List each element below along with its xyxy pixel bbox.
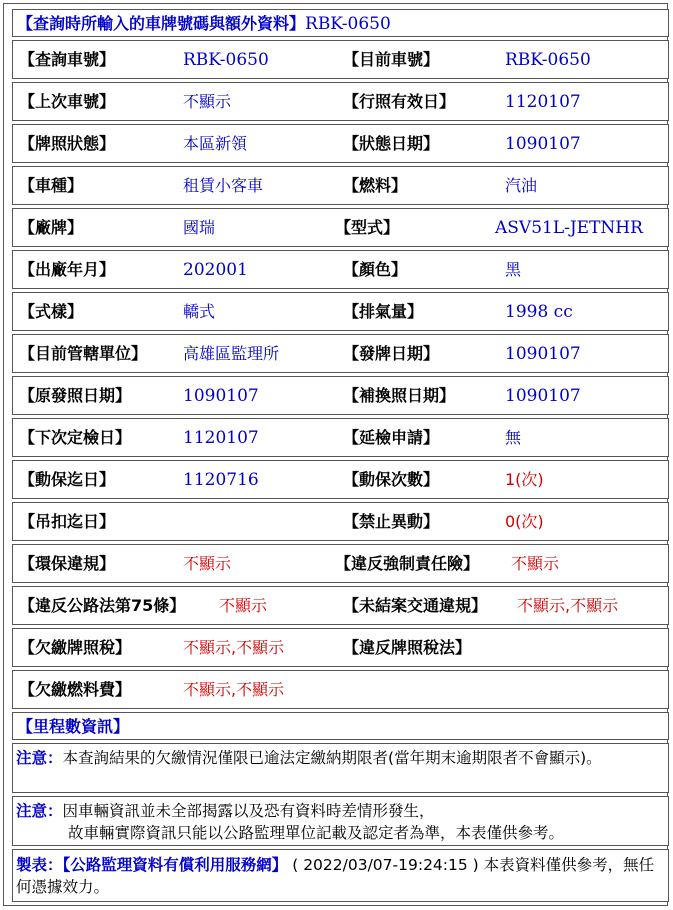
- field-value: 1090107: [505, 134, 581, 154]
- header-title-prefix: 【查詢時所輸入的車牌號碼與額外資料】: [17, 14, 306, 33]
- field-value: 租賃小客車: [183, 176, 264, 195]
- table-row: [12, 586, 669, 625]
- table-row: [12, 208, 669, 247]
- field-label: 【環保違規】: [19, 554, 116, 573]
- field-value: 本區新領: [183, 134, 248, 153]
- table-row: [12, 628, 669, 667]
- field-label: 【燃料】: [343, 176, 408, 195]
- note-2-line-1: 因車輛資訊並未全部揭露以及恐有資料時差情形發生，: [62, 802, 435, 820]
- note-1-text: 本查詢結果的欠繳情況僅限已逾法定繳納期限者(當年期末逾期限者不會顯示)。: [62, 749, 602, 767]
- field-value: 不顯示: [183, 92, 232, 111]
- table-row: [12, 82, 669, 121]
- field-value: 1120107: [183, 428, 259, 448]
- field-value: 1998 cc: [505, 302, 573, 322]
- field-value: 國瑞: [183, 218, 216, 237]
- field-label: 【延檢申請】: [343, 428, 440, 447]
- field-value: RBK-0650: [505, 50, 591, 70]
- field-label: 【下次定檢日】: [19, 428, 132, 447]
- field-label: 【廠牌】: [19, 218, 84, 237]
- field-label: 【上次車號】: [19, 92, 116, 111]
- field-label: 【補換照日期】: [343, 386, 456, 405]
- note-2-line-2: 故車輛實際資訊只能以公路監理單位記載及認定者為準，本表僅供參考。: [68, 824, 565, 842]
- field-label: 【目前車號】: [343, 50, 440, 69]
- field-label: 【違反公路法第75條】: [19, 596, 186, 615]
- field-value: 汽油: [505, 176, 538, 195]
- field-value: 黑: [505, 260, 522, 279]
- note-3: [12, 849, 669, 902]
- note-3-timestamp: ( 2022/03/07-19:24:15 ): [292, 856, 479, 874]
- field-label: 【動保次數】: [343, 470, 440, 489]
- field-label: 【欠繳燃料費】: [19, 680, 132, 699]
- field-label: 【發牌日期】: [343, 344, 440, 363]
- field-value: 1090107: [505, 386, 581, 406]
- field-value: 1120107: [505, 92, 581, 112]
- field-value: 不顯示,不顯示: [183, 638, 285, 657]
- table-row: [12, 166, 669, 205]
- table-row: [12, 670, 669, 709]
- field-label: 【車種】: [19, 176, 84, 195]
- field-label: 【查詢車號】: [19, 50, 116, 69]
- field-label: 【未結案交通違規】: [343, 596, 488, 615]
- note-2: [12, 796, 669, 846]
- table-row: [12, 418, 669, 457]
- field-value: 不顯示,不顯示: [183, 680, 285, 699]
- field-label: 【排氣量】: [343, 302, 424, 321]
- mileage-label: 【里程數資訊】: [17, 717, 130, 736]
- field-value: 不顯示,不顯示: [517, 596, 619, 615]
- header-plate: RBK-0650: [305, 14, 391, 34]
- note-1: [12, 743, 669, 793]
- note-3-label: 製表：: [16, 856, 63, 874]
- field-value: 1120716: [183, 470, 259, 490]
- field-label: 【型式】: [335, 218, 400, 237]
- field-value: RBK-0650: [183, 50, 269, 70]
- field-value: 不顯示: [183, 554, 232, 573]
- note-3-text: 本表資料僅供參考，無任何憑據效力。: [16, 856, 655, 896]
- field-label: 【行照有效日】: [343, 92, 456, 111]
- table-row: [12, 334, 669, 373]
- field-value: 轎式: [183, 302, 216, 321]
- field-value: 高雄區監理所: [183, 344, 280, 363]
- field-value: 不顯示: [219, 596, 268, 615]
- field-value: ASV51L-JETNHR: [495, 218, 643, 238]
- field-label: 【違反牌照稅法】: [343, 638, 472, 657]
- field-value: 0(次): [505, 512, 544, 531]
- report-frame: [3, 3, 668, 906]
- field-label: 【欠繳牌照稅】: [19, 638, 132, 657]
- field-label: 【目前管轄單位】: [19, 344, 148, 363]
- field-value: 202001: [183, 260, 248, 280]
- field-label: 【禁止異動】: [343, 512, 440, 531]
- field-label: 【原發照日期】: [19, 386, 132, 405]
- table-row: [12, 250, 669, 289]
- field-value: 1(次): [505, 470, 544, 489]
- header-title: [17, 14, 391, 34]
- table-row: [12, 124, 669, 163]
- table-row: [12, 40, 669, 79]
- field-value: 無: [505, 428, 522, 447]
- table-row: [12, 292, 669, 331]
- table-row: [12, 376, 669, 415]
- field-label: 【吊扣迄日】: [19, 512, 116, 531]
- table-row: [12, 502, 669, 541]
- note-2-label: 注意：: [16, 802, 63, 820]
- field-label: 【顏色】: [343, 260, 408, 279]
- field-label: 【狀態日期】: [343, 134, 440, 153]
- table-row: [12, 544, 669, 583]
- field-label: 【動保迄日】: [19, 470, 116, 489]
- field-label: 【出廠年月】: [19, 260, 116, 279]
- field-label: 【牌照狀態】: [19, 134, 116, 153]
- field-value: 1090107: [505, 344, 581, 364]
- mileage-row: [12, 712, 669, 740]
- note-1-label: 注意：: [16, 749, 63, 767]
- field-label: 【違反強制責任險】: [335, 554, 480, 573]
- note-3-site: 【公路監理資料有償利用服務網】: [62, 856, 288, 874]
- field-value: 1090107: [183, 386, 259, 406]
- header-row: [12, 9, 669, 37]
- field-label: 【式樣】: [19, 302, 84, 321]
- field-value: 不顯示: [511, 554, 560, 573]
- table-row: [12, 460, 669, 499]
